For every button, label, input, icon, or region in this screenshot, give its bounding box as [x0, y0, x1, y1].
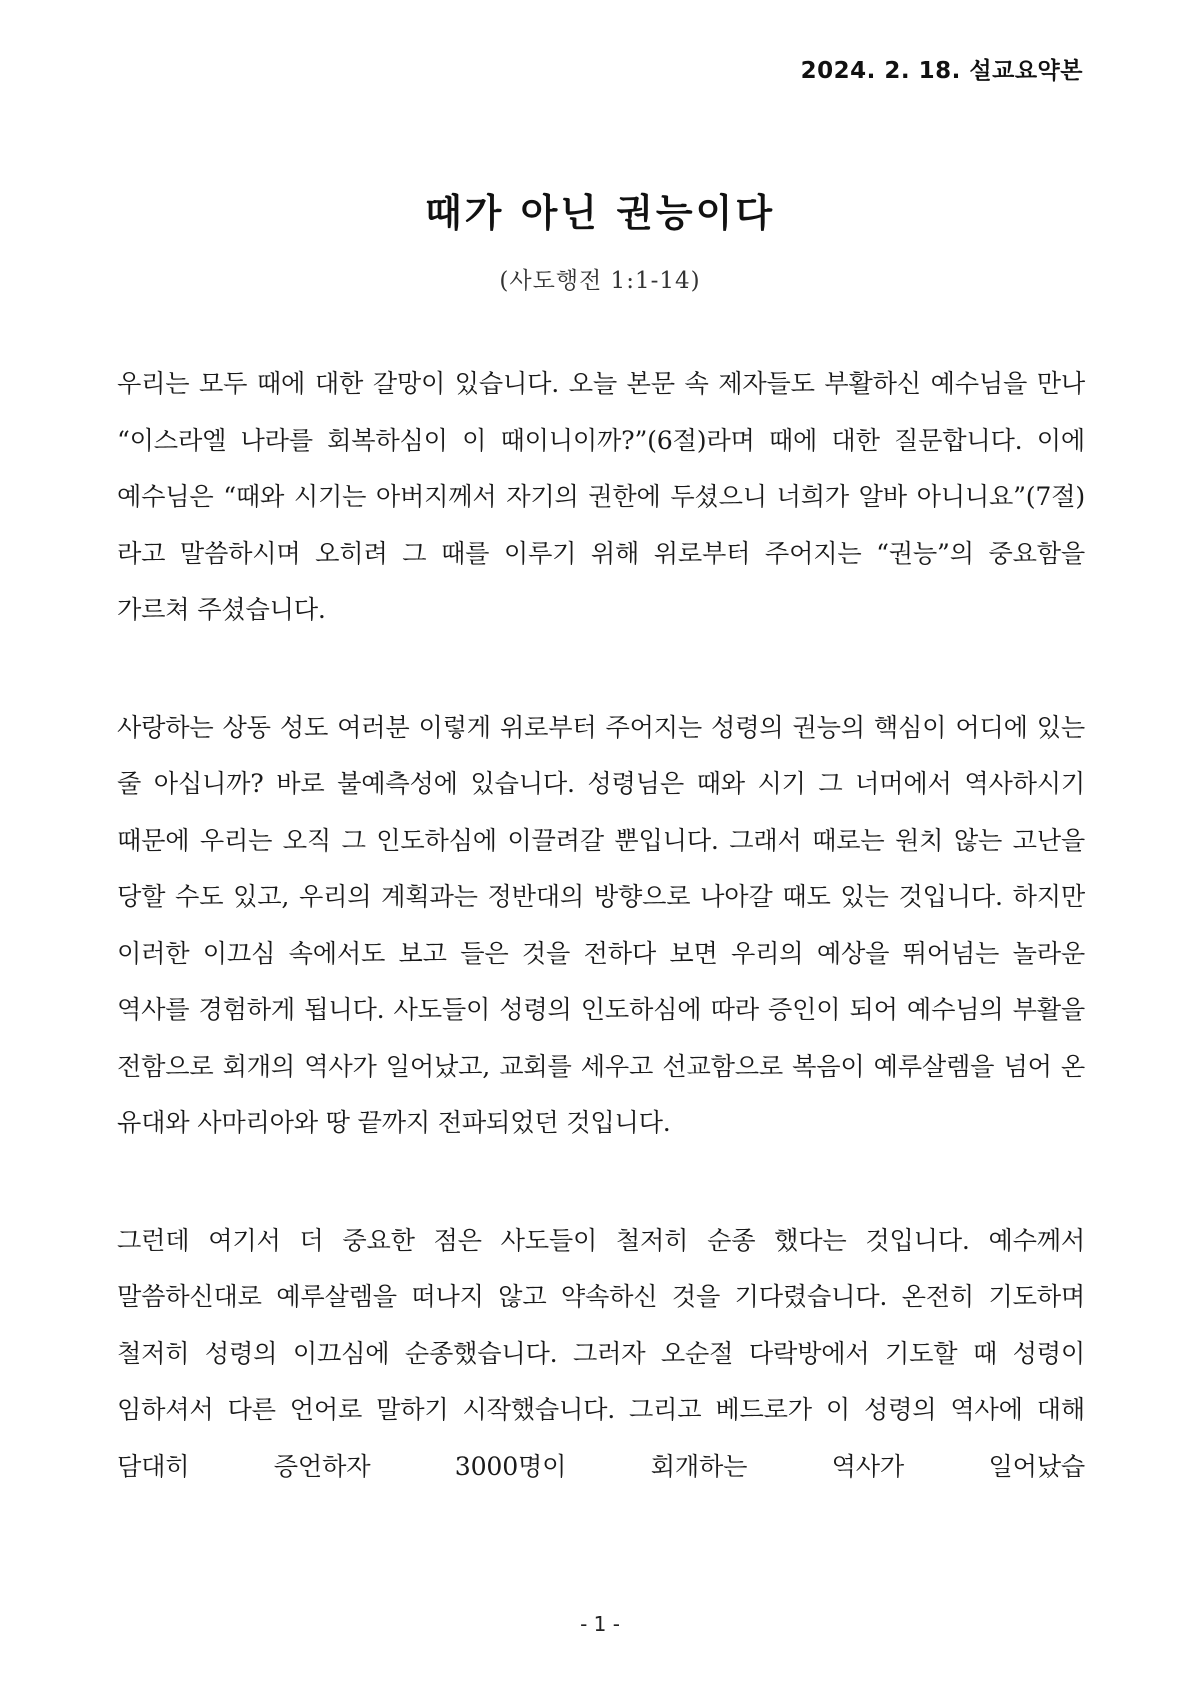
- paragraph-1: 우리는 모두 때에 대한 갈망이 있습니다. 오늘 본문 속 제자들도 부활하신 예수님을 만나 “이스라엘 나라를 회복하심이 이 때이니이까?”(6절)라며 때에 대한 질문합니다. 이에 예수님은 “때와 시기는 아버지께서 자기의 권한에 두셨으니 너희가 알바 아니니요”(7절)라고 말씀하시며 오히려 그 때를 이루기 위해 위로부터 주어지는 “권능”의 중요함을 가르쳐 주셨습니다.: [117, 369, 1085, 624]
- page-number: - 1 -: [580, 1612, 620, 1636]
- paragraph-2: 사랑하는 상동 성도 여러분 이렇게 위로부터 주어지는 성령의 권능의 핵심이 어디에 있는 줄 아십니까? 바로 불예측성에 있습니다. 성령님은 때와 시기 그 너머에서 역사하시기 때문에 우리는 오직 그 인도하심에 이끌려갈 뿐입니다. 그래서 때로는 원치 않는 고난을 당할 수도 있고, 우리의 계획과는 정반대의 방향으로 나아갈 때도 있는 것입니다. 하지만 이러한 이끄심 속에서도 보고 들은 것을 전하다 보면 우리의 예상을 뛰어넘는 놀라운 역사를 경험하게 됩니다. 사도들이 성령의 인도하심에 따라 증인이 되어 예수님의 부활을 전함으로 회개의 역사가 일어났고, 교회를 세우고 선교함으로 복음이 예루살렘을 넘어 온 유대와 사마리아와 땅 끝까지 전파되었던 것입니다.: [117, 712, 1085, 1137]
- document-header-label: 2024. 2. 18. 설교요약본: [800, 58, 1083, 84]
- scripture-reference: (사도행전 1:1-14): [499, 268, 701, 294]
- paragraph-3: 그런데 여기서 더 중요한 점은 사도들이 철저히 순종 했다는 것입니다. 예수께서 말씀하신대로 예루살렘을 떠나지 않고 약속하신 것을 기다렸습니다. 온전히 기도하며 철저히 성령의 이끄심에 순종했습니다. 그러자 오순절 다락방에서 기도할 때 성령이 임하셔서 다른 언어로 말하기 시작했습니다. 그리고 베드로가 이 성령의 역사에 대해 담대히 증언하자 3000명이 회개하는 역사가 일어났습: [117, 1225, 1085, 1481]
- sermon-body: [117, 356, 1085, 1556]
- sermon-title: 때가 아닌 권능이다: [424, 190, 776, 235]
